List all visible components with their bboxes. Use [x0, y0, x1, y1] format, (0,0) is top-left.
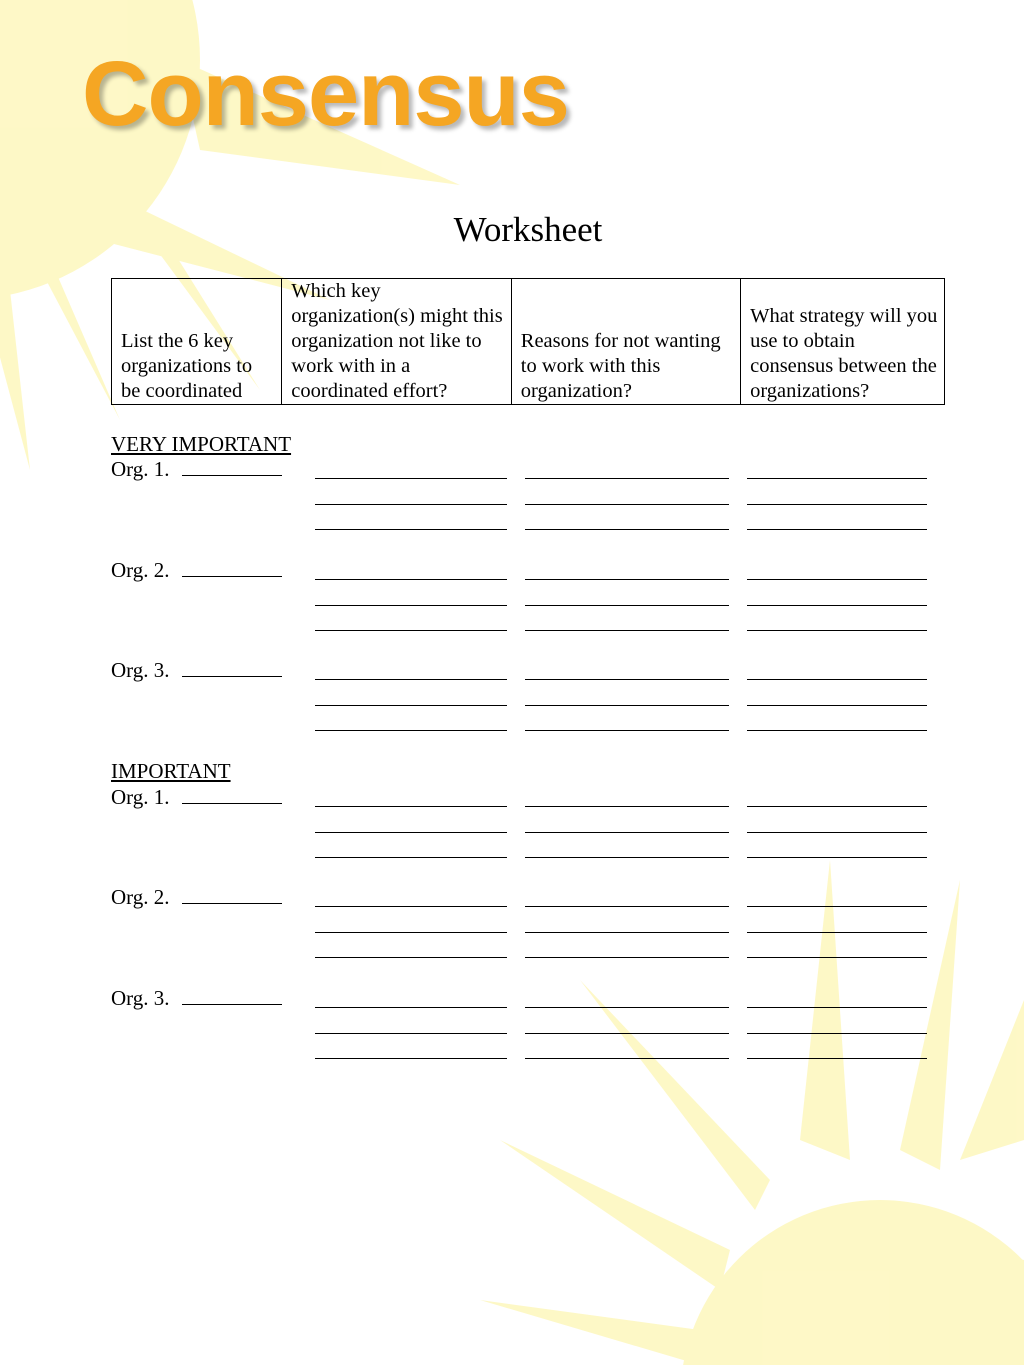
page-title: Consensus [82, 43, 569, 145]
answer-blank-line[interactable] [747, 832, 927, 833]
org-label: Org. 3. [111, 986, 170, 1010]
answer-blank-line[interactable] [315, 478, 507, 479]
answer-blank-line[interactable] [315, 832, 507, 833]
answer-blank-line[interactable] [747, 957, 927, 958]
org-label: Org. 3. [111, 658, 170, 682]
org-row-label [111, 785, 282, 810]
org-name-blank[interactable] [182, 785, 282, 804]
answer-blank-line[interactable] [747, 679, 927, 680]
answer-blank-line[interactable] [525, 478, 729, 479]
org-name-blank[interactable] [182, 986, 282, 1005]
answer-blank-line[interactable] [525, 730, 729, 731]
org-row-label [111, 658, 282, 683]
answer-blank-line[interactable] [525, 529, 729, 530]
answer-blank-line[interactable] [315, 679, 507, 680]
header-cell-conflicting-organizations: Which key organization(s) might this organization not like to work with in a coordinated effort? [282, 279, 512, 405]
answer-blank-line[interactable] [525, 832, 729, 833]
answer-blank-line[interactable] [747, 478, 927, 479]
answer-blank-line[interactable] [525, 579, 729, 580]
answer-blank-line[interactable] [525, 957, 729, 958]
answer-blank-line[interactable] [747, 857, 927, 858]
org-name-blank[interactable] [182, 658, 282, 677]
answer-blank-line[interactable] [747, 529, 927, 530]
answer-blank-line[interactable] [747, 579, 927, 580]
org-name-blank[interactable] [182, 885, 282, 904]
answer-blank-line[interactable] [747, 705, 927, 706]
header-cell-reasons: Reasons for not wanting to work with this organization? [511, 279, 740, 405]
answer-blank-line[interactable] [315, 957, 507, 958]
worksheet-header-table [111, 278, 945, 405]
org-name-blank[interactable] [182, 457, 282, 476]
answer-blank-line[interactable] [525, 679, 729, 680]
org-row-label [111, 986, 282, 1011]
org-row-label [111, 885, 282, 910]
answer-blank-line[interactable] [315, 579, 507, 580]
answer-blank-line[interactable] [747, 806, 927, 807]
org-name-blank[interactable] [182, 558, 282, 577]
answer-blank-line[interactable] [747, 630, 927, 631]
answer-blank-line[interactable] [315, 906, 507, 907]
answer-blank-line[interactable] [747, 1033, 927, 1034]
answer-blank-line[interactable] [315, 529, 507, 530]
answer-blank-line[interactable] [315, 806, 507, 807]
answer-blank-line[interactable] [747, 730, 927, 731]
answer-blank-line[interactable] [747, 932, 927, 933]
section-label-very-important: VERY IMPORTANT [111, 432, 292, 456]
answer-blank-line[interactable] [315, 932, 507, 933]
org-row-label [111, 457, 282, 482]
header-cell-organizations: List the 6 key organizations to be coordinated [112, 279, 282, 405]
answer-blank-line[interactable] [525, 1058, 729, 1059]
header-cell-strategy: What strategy will you use to obtain consensus between the organizations? [741, 279, 945, 405]
answer-blank-line[interactable] [525, 1033, 729, 1034]
answer-blank-line[interactable] [315, 1033, 507, 1034]
answer-blank-line[interactable] [747, 504, 927, 505]
section-label-important: IMPORTANT [111, 759, 231, 783]
answer-blank-line[interactable] [525, 857, 729, 858]
answer-blank-line[interactable] [315, 705, 507, 706]
answer-blank-line[interactable] [315, 857, 507, 858]
answer-blank-line[interactable] [747, 906, 927, 907]
org-row-label [111, 558, 282, 583]
answer-blank-line[interactable] [315, 630, 507, 631]
answer-blank-line[interactable] [525, 806, 729, 807]
answer-blank-line[interactable] [525, 705, 729, 706]
org-label: Org. 1. [111, 785, 170, 809]
org-label: Org. 2. [111, 885, 170, 909]
org-label: Org. 1. [111, 457, 170, 481]
org-label: Org. 2. [111, 558, 170, 582]
answer-blank-line[interactable] [525, 605, 729, 606]
answer-blank-line[interactable] [747, 1058, 927, 1059]
answer-blank-line[interactable] [525, 504, 729, 505]
answer-blank-line[interactable] [315, 1058, 507, 1059]
worksheet-heading: Worksheet [453, 210, 603, 249]
answer-blank-line[interactable] [315, 504, 507, 505]
answer-blank-line[interactable] [525, 932, 729, 933]
answer-blank-line[interactable] [315, 1007, 507, 1008]
answer-blank-line[interactable] [525, 1007, 729, 1008]
answer-blank-line[interactable] [525, 906, 729, 907]
answer-blank-line[interactable] [315, 730, 507, 731]
answer-blank-line[interactable] [747, 605, 927, 606]
answer-blank-line[interactable] [525, 630, 729, 631]
answer-blank-line[interactable] [315, 605, 507, 606]
answer-blank-line[interactable] [747, 1007, 927, 1008]
